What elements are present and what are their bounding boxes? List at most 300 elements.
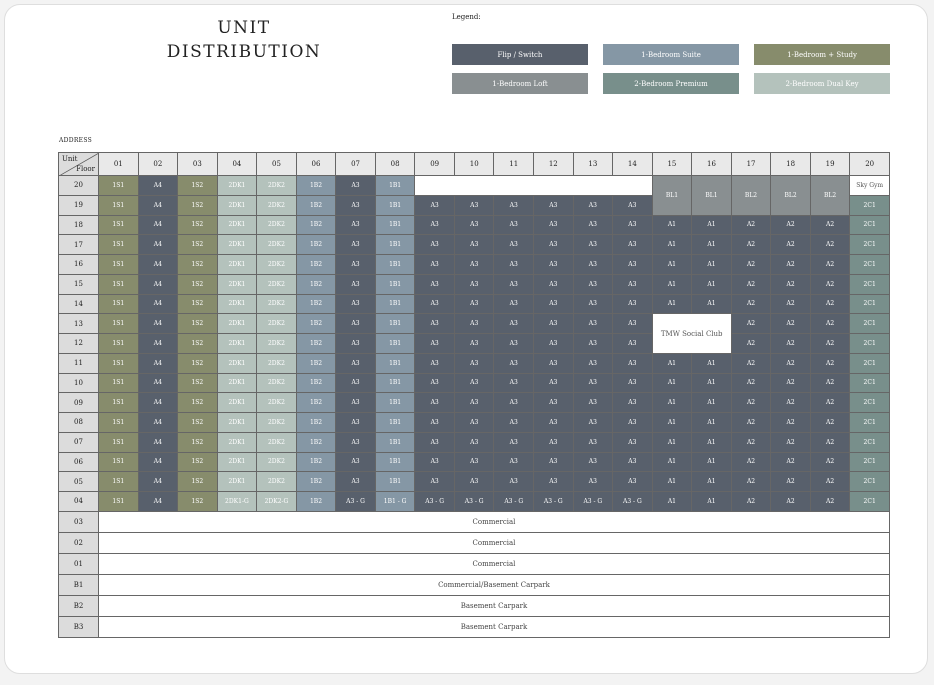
table-cell: A1 xyxy=(652,472,692,492)
table-cell: A2 xyxy=(771,472,811,492)
table-cell: 2C1 xyxy=(850,452,890,472)
table-cell: A2 xyxy=(810,255,850,275)
floor-row xyxy=(59,235,890,255)
table-cell: A3 xyxy=(336,353,376,373)
table-cell: A2 xyxy=(731,294,771,314)
table-cell: 1B2 xyxy=(296,294,336,314)
table-cell: A3 xyxy=(494,255,534,275)
table-cell: A3 xyxy=(534,274,574,294)
table-cell: 1S2 xyxy=(178,353,218,373)
table-cell: A3 xyxy=(494,413,534,433)
table-cell: A3 xyxy=(336,314,376,334)
table-cell: A2 xyxy=(810,314,850,334)
table-cell: 1S2 xyxy=(178,393,218,413)
table-cell: A3 xyxy=(415,274,455,294)
floor-row xyxy=(59,215,890,235)
table-cell: A3 xyxy=(494,294,534,314)
table-cell: A2 xyxy=(731,432,771,452)
table-cell: 2DK2 xyxy=(257,215,297,235)
table-cell: 1S1 xyxy=(99,176,139,196)
table-cell: A2 xyxy=(731,334,771,354)
table-cell-loft: BL2 xyxy=(771,176,811,216)
table-cell: A1 xyxy=(692,353,732,373)
table-cell: A1 xyxy=(692,413,732,433)
legend-item-label: 1-Bedroom Loft xyxy=(492,79,548,88)
table-cell: 1S1 xyxy=(99,215,139,235)
table-cell: A2 xyxy=(731,353,771,373)
floor-row xyxy=(59,616,890,637)
table-cell: 1S2 xyxy=(178,413,218,433)
table-cell: 1B1 xyxy=(375,393,415,413)
column-header: 14 xyxy=(613,153,653,176)
table-cell: A2 xyxy=(771,215,811,235)
table-cell: A3 xyxy=(336,235,376,255)
table-cell: A3 xyxy=(534,215,574,235)
table-cell: A3 xyxy=(454,353,494,373)
page-title xyxy=(160,16,328,64)
table-cell: A3 xyxy=(573,255,613,275)
table-cell: 1S1 xyxy=(99,255,139,275)
table-cell: A2 xyxy=(810,432,850,452)
table-cell: 1S2 xyxy=(178,432,218,452)
table-cell: 1B2 xyxy=(296,235,336,255)
table-cell: 2DK2 xyxy=(257,452,297,472)
table-cell: A3 xyxy=(494,472,534,492)
table-cell: A2 xyxy=(810,274,850,294)
table-cell: A3 xyxy=(454,472,494,492)
table-cell: 2DK2 xyxy=(257,413,297,433)
table-cell: A3 - G xyxy=(573,492,613,512)
table-cell: A3 xyxy=(336,255,376,275)
table-cell: A3 xyxy=(573,294,613,314)
table-cell: A3 xyxy=(454,393,494,413)
table-cell: 2C1 xyxy=(850,274,890,294)
table-cell: A1 xyxy=(652,215,692,235)
table-cell: 1S2 xyxy=(178,314,218,334)
table-cell: A3 xyxy=(494,314,534,334)
table-cell: 1B1 xyxy=(375,255,415,275)
table-cell: A2 xyxy=(771,353,811,373)
table-cell: A3 xyxy=(613,314,653,334)
table-cell-loft: BL1 xyxy=(652,176,692,216)
table-cell: 1B1 xyxy=(375,235,415,255)
table-cell: 1B2 xyxy=(296,432,336,452)
table-cell: 1S2 xyxy=(178,452,218,472)
table-cell: 2DK1 xyxy=(217,235,257,255)
column-header: 20 xyxy=(850,153,890,176)
table-cell: A2 xyxy=(731,274,771,294)
table-cell: A3 xyxy=(573,215,613,235)
table-cell: A2 xyxy=(771,314,811,334)
table-cell: A3 xyxy=(454,235,494,255)
floor-label: B1 xyxy=(59,574,99,595)
column-header: 04 xyxy=(217,153,257,176)
table-cell: 1S2 xyxy=(178,472,218,492)
floor-row xyxy=(59,492,890,512)
legend-item-1-bedroom-loft xyxy=(452,73,588,94)
table-cell: A2 xyxy=(810,413,850,433)
table-cell: A1 xyxy=(692,432,732,452)
table-cell: 1B2 xyxy=(296,314,336,334)
table-cell: A3 xyxy=(415,235,455,255)
table-cell: A3 xyxy=(613,235,653,255)
table-cell: A3 xyxy=(454,255,494,275)
table-cell: 1S1 xyxy=(99,353,139,373)
table-cell: A2 xyxy=(771,334,811,354)
table-cell: A1 xyxy=(652,413,692,433)
table-cell: A3 xyxy=(613,472,653,492)
table-cell: A3 xyxy=(573,373,613,393)
table-cell: 2DK1 xyxy=(217,195,257,215)
legend-item-label: 1-Bedroom Suite xyxy=(641,50,701,59)
table-cell: A3 xyxy=(415,334,455,354)
table-cell: A4 xyxy=(138,235,178,255)
table-cell: 2DK1 xyxy=(217,176,257,196)
table-cell: 1B1 xyxy=(375,314,415,334)
table-cell: A2 xyxy=(731,314,771,334)
column-header: 12 xyxy=(534,153,574,176)
floor-row xyxy=(59,574,890,595)
table-cell: 2DK1 xyxy=(217,373,257,393)
table-cell: A2 xyxy=(771,235,811,255)
table-cell: 1S2 xyxy=(178,373,218,393)
table-cell: 1B2 xyxy=(296,373,336,393)
table-cell: 1B2 xyxy=(296,452,336,472)
table-cell: 2C1 xyxy=(850,334,890,354)
table-cell: A4 xyxy=(138,432,178,452)
table-cell: A2 xyxy=(771,255,811,275)
table-cell: A3 xyxy=(454,274,494,294)
lower-floor-use: Basement Carpark xyxy=(99,595,890,616)
table-cell: 1S2 xyxy=(178,195,218,215)
legend-item-1-bedroom-study xyxy=(754,44,890,65)
table-cell: A2 xyxy=(731,413,771,433)
table-cell: A3 xyxy=(613,294,653,314)
floor-row xyxy=(59,452,890,472)
table-cell: A3 xyxy=(573,314,613,334)
floor-label: 07 xyxy=(59,432,99,452)
floor-label: 20 xyxy=(59,176,99,196)
table-cell: 2DK1 xyxy=(217,452,257,472)
table-cell: A3 xyxy=(534,334,574,354)
table-cell: A1 xyxy=(652,373,692,393)
table-cell: 2C1 xyxy=(850,215,890,235)
table-cell: A3 xyxy=(336,334,376,354)
table-cell: A3 xyxy=(454,195,494,215)
table-cell: 2C1 xyxy=(850,472,890,492)
legend-item-2-bedroom-premium xyxy=(603,73,739,94)
table-cell: A3 xyxy=(534,235,574,255)
table-cell: A3 - G xyxy=(454,492,494,512)
table-cell: A1 xyxy=(692,255,732,275)
legend-item-label: 2-Bedroom Premium xyxy=(634,79,708,88)
table-cell: 1S1 xyxy=(99,393,139,413)
floor-label: 10 xyxy=(59,373,99,393)
address-label: ADDRESS xyxy=(59,137,93,144)
floor-row xyxy=(59,353,890,373)
table-cell: 2DK2 xyxy=(257,353,297,373)
table-cell: 2DK2 xyxy=(257,432,297,452)
table-cell: A2 xyxy=(810,373,850,393)
table-cell: 1S2 xyxy=(178,492,218,512)
table-cell: 1B2 xyxy=(296,413,336,433)
floor-label: 09 xyxy=(59,393,99,413)
table-cell: A3 xyxy=(415,432,455,452)
table-cell: A1 xyxy=(692,492,732,512)
table-cell: A3 xyxy=(454,432,494,452)
table-cell: A2 xyxy=(771,432,811,452)
table-cell: 2DK1 xyxy=(217,353,257,373)
floor-label: 19 xyxy=(59,195,99,215)
table-cell: A1 xyxy=(692,393,732,413)
column-header: 08 xyxy=(375,153,415,176)
table-cell: 1B1 xyxy=(375,195,415,215)
table-cell: 2DK1 xyxy=(217,393,257,413)
floor-label: 16 xyxy=(59,255,99,275)
table-cell: A3 xyxy=(415,215,455,235)
table-cell: 2DK2 xyxy=(257,472,297,492)
table-cell: 2DK2 xyxy=(257,294,297,314)
floor-label: 05 xyxy=(59,472,99,492)
table-cell: 2C1 xyxy=(850,255,890,275)
table-cell: 1B2 xyxy=(296,472,336,492)
table-cell: 1S1 xyxy=(99,413,139,433)
table-cell: 1B1 xyxy=(375,373,415,393)
table-cell: A4 xyxy=(138,393,178,413)
table-cell: A3 xyxy=(336,472,376,492)
table-cell: 2C1 xyxy=(850,353,890,373)
floor-row xyxy=(59,532,890,553)
table-cell: A3 - G xyxy=(494,492,534,512)
table-cell: A1 xyxy=(692,472,732,492)
table-cell: A1 xyxy=(652,432,692,452)
table-cell: A2 xyxy=(810,215,850,235)
table-cell: A3 xyxy=(573,432,613,452)
table-cell: A3 xyxy=(494,235,534,255)
table-cell: A3 xyxy=(415,294,455,314)
table-cell: A3 xyxy=(573,353,613,373)
table-cell: 1S2 xyxy=(178,255,218,275)
table-cell: A4 xyxy=(138,413,178,433)
table-cell: 2DK2 xyxy=(257,334,297,354)
table-cell: A3 xyxy=(336,294,376,314)
legend-item-label: Flip / Switch xyxy=(497,50,543,59)
table-cell: 1B1 xyxy=(375,176,415,196)
table-cell: 2C1 xyxy=(850,413,890,433)
column-header: 13 xyxy=(573,153,613,176)
table-cell: 1B1 xyxy=(375,294,415,314)
table-cell: A2 xyxy=(810,235,850,255)
table-cell: A3 xyxy=(336,195,376,215)
table-cell-loft: BL1 xyxy=(692,176,732,216)
legend-item-label: 1-Bedroom + Study xyxy=(787,50,857,59)
table-cell: A3 xyxy=(454,413,494,433)
table-cell: A3 xyxy=(613,413,653,433)
floor-label: 01 xyxy=(59,553,99,574)
table-cell: 2DK1 xyxy=(217,215,257,235)
table-cell: A3 xyxy=(613,353,653,373)
table-cell: A2 xyxy=(771,413,811,433)
table-cell: 1S1 xyxy=(99,334,139,354)
table-cell: A3 xyxy=(454,334,494,354)
lower-floor-use: Commercial/Basement Carpark xyxy=(99,574,890,595)
table-cell: A3 xyxy=(534,373,574,393)
table-cell: A3 xyxy=(534,472,574,492)
table-cell: 2C1 xyxy=(850,235,890,255)
column-header: 02 xyxy=(138,153,178,176)
column-header: 19 xyxy=(810,153,850,176)
table-cell: A3 xyxy=(336,373,376,393)
column-header: 10 xyxy=(454,153,494,176)
lower-floor-use: Commercial xyxy=(99,511,890,532)
table-cell: A3 xyxy=(534,393,574,413)
table-cell: A4 xyxy=(138,294,178,314)
column-header: 11 xyxy=(494,153,534,176)
table-cell: 1B1 xyxy=(375,413,415,433)
table-cell: A4 xyxy=(138,452,178,472)
table-cell: 2C1 xyxy=(850,294,890,314)
table-cell: A3 - G xyxy=(534,492,574,512)
table-cell: 1B1 - G xyxy=(375,492,415,512)
table-cell: 1B2 xyxy=(296,393,336,413)
table-cell: A4 xyxy=(138,353,178,373)
table-cell: 1B2 xyxy=(296,215,336,235)
column-header: 03 xyxy=(178,153,218,176)
table-cell: A2 xyxy=(810,472,850,492)
table-cell: A3 xyxy=(336,452,376,472)
floor-label: 06 xyxy=(59,452,99,472)
floor-row xyxy=(59,176,890,196)
floor-label: 15 xyxy=(59,274,99,294)
table-cell: A1 xyxy=(652,353,692,373)
table-cell: A2 xyxy=(771,274,811,294)
table-cell: 2DK1 xyxy=(217,472,257,492)
table-cell: A1 xyxy=(652,274,692,294)
floor-row xyxy=(59,314,890,334)
table-cell: A3 xyxy=(534,314,574,334)
table-cell: A1 xyxy=(692,452,732,472)
floor-row xyxy=(59,472,890,492)
table-cell: A3 xyxy=(415,413,455,433)
table-cell: 1B1 xyxy=(375,472,415,492)
table-cell: A1 xyxy=(652,393,692,413)
lower-floor-use: Basement Carpark xyxy=(99,616,890,637)
table-cell: A3 xyxy=(336,215,376,235)
table-cell: 2DK2 xyxy=(257,255,297,275)
table-cell: A3 xyxy=(573,472,613,492)
table-cell: 1B1 xyxy=(375,274,415,294)
table-cell: 1S1 xyxy=(99,373,139,393)
table-cell: A2 xyxy=(731,393,771,413)
floor-row xyxy=(59,595,890,616)
table-cell: A1 xyxy=(652,492,692,512)
table-cell: A3 - G xyxy=(613,492,653,512)
table-cell: 2DK2 xyxy=(257,274,297,294)
table-cell: 1B2 xyxy=(296,274,336,294)
table-cell: A3 xyxy=(336,274,376,294)
table-cell: A3 xyxy=(613,274,653,294)
table-cell: A2 xyxy=(731,472,771,492)
column-header: 15 xyxy=(652,153,692,176)
table-cell: A3 xyxy=(494,452,534,472)
table-cell: A3 xyxy=(534,413,574,433)
table-cell: 1S1 xyxy=(99,235,139,255)
table-cell: 1S1 xyxy=(99,294,139,314)
table-cell: 2C1 xyxy=(850,373,890,393)
table-cell: A3 xyxy=(534,255,574,275)
table-cell: 2DK2 xyxy=(257,373,297,393)
legend-item-2-bedroom-dual-key xyxy=(754,73,890,94)
floor-row xyxy=(59,255,890,275)
table-cell: 2DK2-G xyxy=(257,492,297,512)
table-cell: A3 xyxy=(573,235,613,255)
lower-floor-use: Commercial xyxy=(99,553,890,574)
table-cell: A3 xyxy=(613,432,653,452)
table-cell: A3 xyxy=(415,195,455,215)
table-cell: 1B1 xyxy=(375,452,415,472)
table-cell: A3 xyxy=(534,353,574,373)
table-cell: A3 xyxy=(415,373,455,393)
table-cell: 2DK2 xyxy=(257,176,297,196)
table-cell: A3 xyxy=(336,432,376,452)
table-cell: 1S1 xyxy=(99,452,139,472)
floor-row xyxy=(59,334,890,354)
legend-label: Legend: xyxy=(452,13,481,21)
floor-label: 04 xyxy=(59,492,99,512)
table-cell: A3 xyxy=(415,393,455,413)
table-cell: 1B1 xyxy=(375,353,415,373)
table-cell: 2DK1-G xyxy=(217,492,257,512)
table-cell: A3 xyxy=(573,393,613,413)
table-cell: 2DK2 xyxy=(257,195,297,215)
floor-row xyxy=(59,393,890,413)
table-cell: 2DK1 xyxy=(217,274,257,294)
table-cell: A2 xyxy=(810,393,850,413)
table-cell: 2DK1 xyxy=(217,334,257,354)
table-cell: A3 xyxy=(613,195,653,215)
table-cell: A3 xyxy=(454,452,494,472)
empty-cell xyxy=(415,176,652,196)
table-cell: A3 xyxy=(534,195,574,215)
table-cell: 1S2 xyxy=(178,215,218,235)
table-cell: 1S1 xyxy=(99,472,139,492)
floor-label: 03 xyxy=(59,511,99,532)
table-cell: A3 xyxy=(494,274,534,294)
table-cell: 1S1 xyxy=(99,432,139,452)
floor-label: 13 xyxy=(59,314,99,334)
table-cell: 1S1 xyxy=(99,492,139,512)
table-cell: 1B1 xyxy=(375,215,415,235)
table-cell-loft: BL2 xyxy=(731,176,771,216)
table-cell: A2 xyxy=(771,492,811,512)
table-cell: A4 xyxy=(138,334,178,354)
table-cell: A1 xyxy=(692,294,732,314)
table-cell: 2C1 xyxy=(850,393,890,413)
table-cell: 1B2 xyxy=(296,255,336,275)
column-header: 17 xyxy=(731,153,771,176)
table-cell: A4 xyxy=(138,373,178,393)
table-cell: A3 xyxy=(336,176,376,196)
table-cell: A2 xyxy=(731,215,771,235)
table-cell: A2 xyxy=(731,255,771,275)
table-cell: 2C1 xyxy=(850,195,890,215)
table-cell: 1S1 xyxy=(99,314,139,334)
table-cell: A3 - G xyxy=(415,492,455,512)
table-cell: A3 xyxy=(454,294,494,314)
table-cell: A3 xyxy=(613,393,653,413)
column-header: 16 xyxy=(692,153,732,176)
floor-label: 02 xyxy=(59,532,99,553)
